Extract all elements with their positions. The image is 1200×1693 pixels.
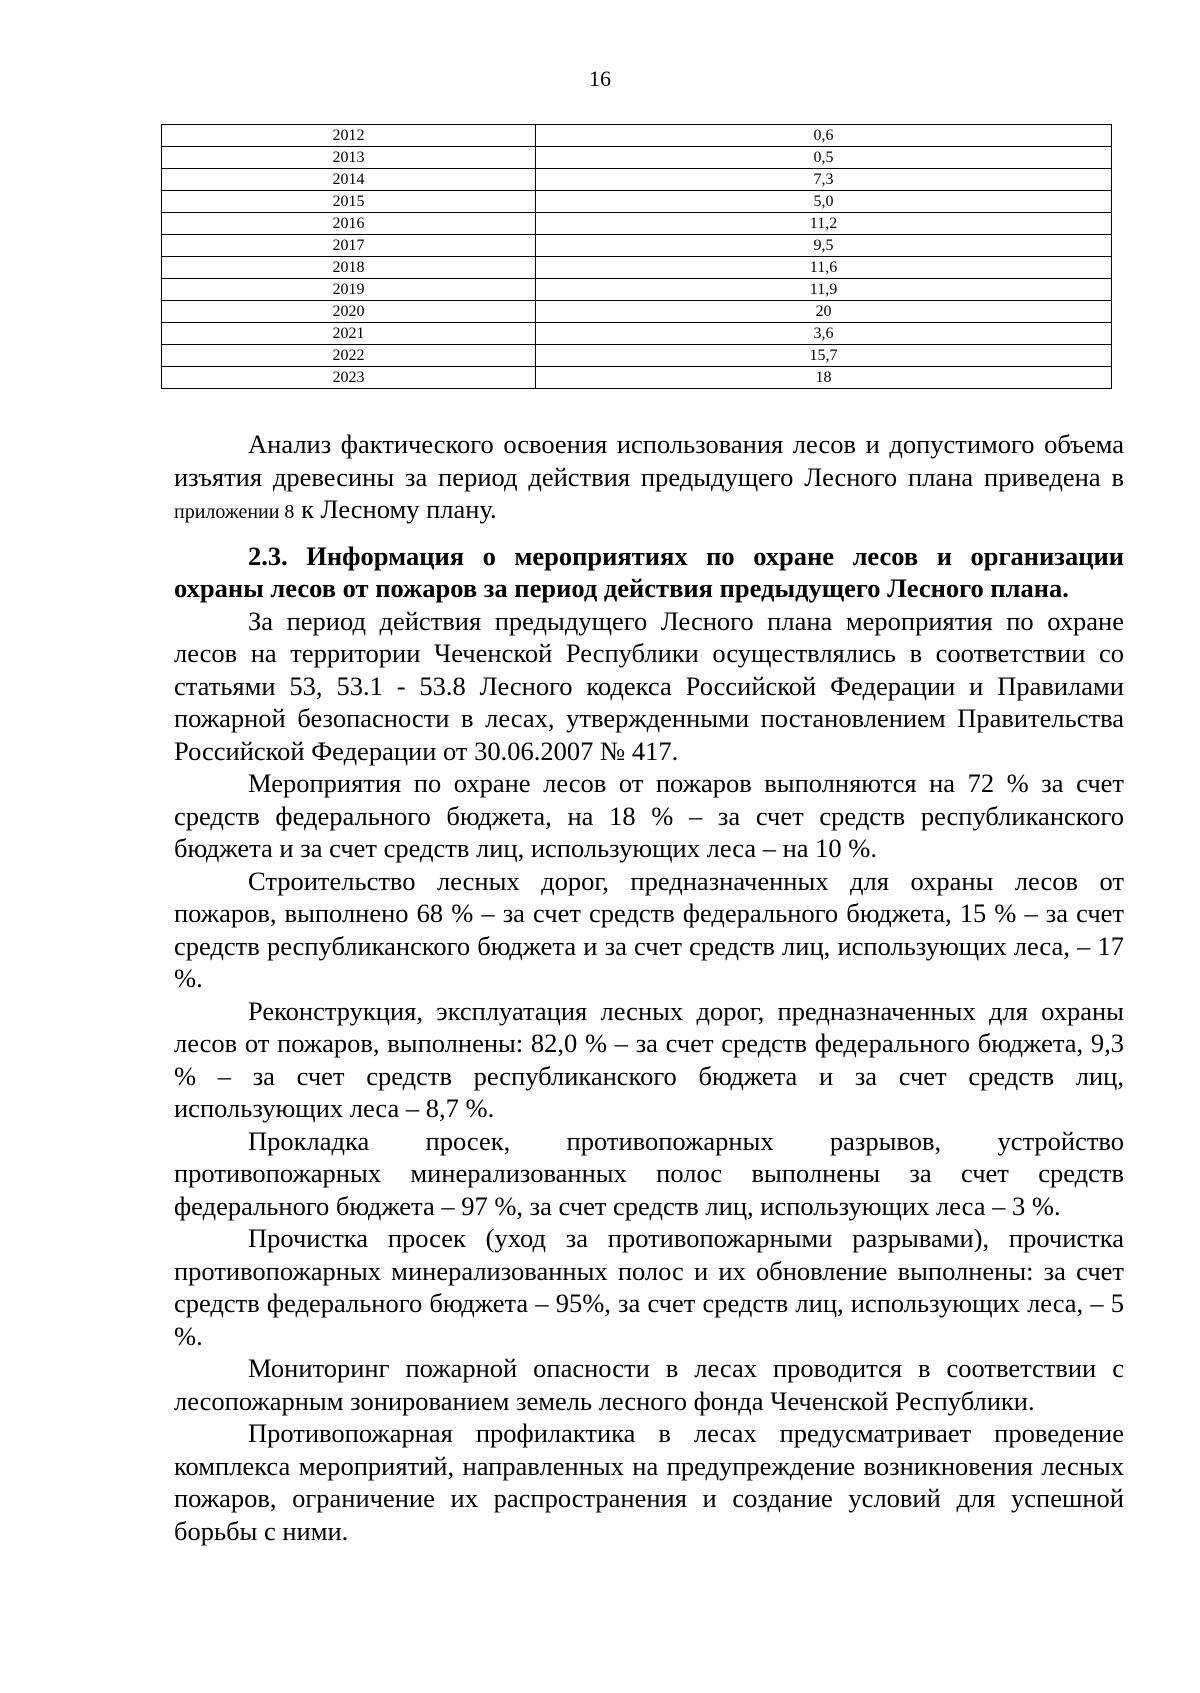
document-body	[174, 428, 1124, 1547]
value-cell: 11,6	[536, 257, 1112, 279]
appendix-reference: приложении 8	[174, 501, 295, 523]
value-cell: 3,6	[536, 323, 1112, 345]
table-row	[162, 235, 1112, 257]
year-cell: 2012	[162, 125, 536, 147]
paragraph-forest-protection: За период действия предыдущего Лесного плана мероприятия по охране лесов на территории Чеченской Республики осуществлялись в соответствии со статьями 53, 53.1 - 53.8 Лесного кодекса Российской Федерации и Правилами пожарной безопасности в лесах, утвержденными постановлением Правительства Российской Федерации от 30.06.2007 № 417.	[174, 605, 1124, 766]
section-heading: 2.3. Информация о мероприятиях по охране лесов и организации охраны лесов от пожаров за период действия предыдущего Лесного плана.	[174, 540, 1124, 603]
year-cell: 2017	[162, 235, 536, 257]
paragraph-firebreaks: Прокладка просек, противопожарных разрывов, устройство противопожарных минерализованных полос выполнены за счет средств федерального бюджета – 97 %, за счет средств лиц, использующих леса – 3 %.	[174, 1125, 1124, 1221]
paragraph-road-reconstruction: Реконструкция, эксплуатация лесных дорог, предназначенных для охраны лесов от пожаров, выполнены: 82,0 % – за счет средств федерального бюджета, 9,3 % – за счет средств республиканского бюджета и за счет средств лиц, использующих леса – 8,7 %.	[174, 995, 1124, 1123]
value-cell: 9,5	[536, 235, 1112, 257]
value-cell: 7,3	[536, 169, 1112, 191]
page-number: 16	[589, 66, 611, 91]
year-cell: 2022	[162, 345, 536, 367]
table-body	[162, 125, 1112, 389]
paragraph-analysis-text: Анализ фактического освоения использования лесов и допустимого объема изъятия древесины за период действия предыдущего Лесного плана приведена в	[174, 429, 1124, 492]
paragraph-fire-measures-funding: Мероприятия по охране лесов от пожаров выполняются на 72 % за счет средств федерального бюджета, на 18 % – за счет средств республиканского бюджета и за счет средств лиц, использующих леса – на 10 %.	[174, 768, 1124, 863]
year-cell: 2015	[162, 191, 536, 213]
table-row	[162, 213, 1112, 235]
table-row	[162, 345, 1112, 367]
value-cell: 18	[536, 367, 1112, 389]
value-cell: 11,9	[536, 279, 1112, 301]
value-cell: 0,6	[536, 125, 1112, 147]
value-cell: 5,0	[536, 191, 1112, 213]
year-cell: 2020	[162, 301, 536, 323]
value-cell: 15,7	[536, 345, 1112, 367]
year-cell: 2019	[162, 279, 536, 301]
paragraph-prevention: Противопожарная профилактика в лесах предусматривает проведение комплекса мероприятий, направленных на предупреждение возникновения лесных пожаров, ограничение их распространения и создание условий для успешной борьбы с ними.	[174, 1418, 1124, 1546]
paragraph-analysis	[174, 428, 1124, 529]
year-cell: 2021	[162, 323, 536, 345]
table-row	[162, 147, 1112, 169]
paragraph-clearing: Прочистка просек (уход за противопожарными разрывами), прочистка противопожарных минерализованных полос и их обновление выполнены: за счет средств федерального бюджета – 95%, за счет средств лиц, использующих леса, – 5 %.	[174, 1223, 1124, 1351]
table-row	[162, 191, 1112, 213]
value-cell: 0,5	[536, 147, 1112, 169]
paragraph-monitoring: Мониторинг пожарной опасности в лесах проводится в соответствии с лесопожарным зонированием земель лесного фонда Чеченской Республики.	[174, 1353, 1124, 1416]
table-row	[162, 323, 1112, 345]
table-row	[162, 169, 1112, 191]
value-cell: 11,2	[536, 213, 1112, 235]
table-row	[162, 301, 1112, 323]
paragraph-road-construction: Строительство лесных дорог, предназначенных для охраны лесов от пожаров, выполнено 68 % – за счет средств федерального бюджета, 15 % – за счет средств республиканского бюджета и за счет средств лиц, использующих леса, – 17 %.	[174, 865, 1124, 993]
table-row	[162, 279, 1112, 301]
year-cell: 2016	[162, 213, 536, 235]
paragraph-analysis-tail: к Лесному плану.	[294, 494, 497, 524]
year-cell: 2023	[162, 367, 536, 389]
table-row	[162, 125, 1112, 147]
year-cell: 2013	[162, 147, 536, 169]
year-cell: 2014	[162, 169, 536, 191]
year-cell: 2018	[162, 257, 536, 279]
table-row	[162, 367, 1112, 389]
year-value-table	[161, 124, 1112, 389]
table-row	[162, 257, 1112, 279]
value-cell: 20	[536, 301, 1112, 323]
